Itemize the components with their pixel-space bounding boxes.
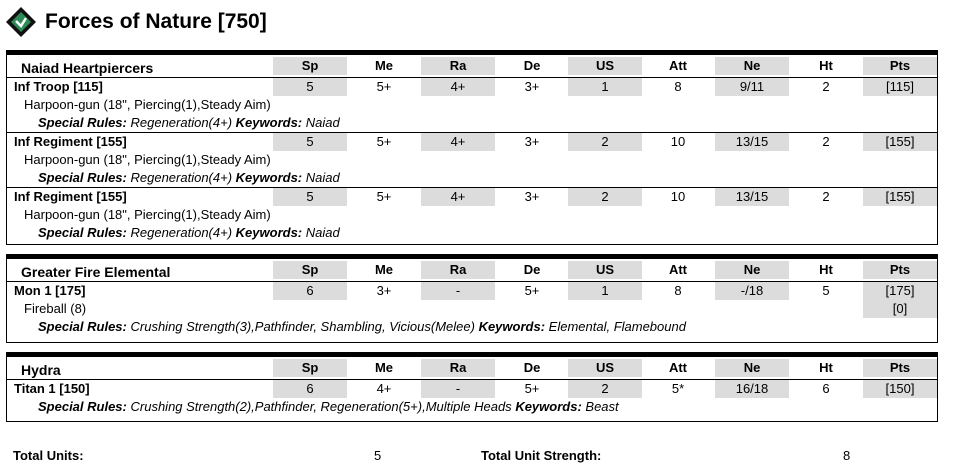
unit-stat-row: [7, 133, 937, 151]
keywords-label: Keywords:: [235, 225, 303, 240]
unit-card-greater-fire-elemental: [6, 254, 938, 343]
special-rules-label: Special Rules:: [38, 399, 127, 414]
stat-us: 2: [568, 188, 642, 206]
army-header: [5, 2, 267, 42]
stat-ne: 9/11: [715, 78, 789, 96]
special-rules-row: [7, 114, 937, 133]
stat-header-sp: Sp: [273, 57, 347, 75]
stat-header-pts: Pts: [863, 359, 937, 377]
stat-header-ne: Ne: [715, 57, 789, 75]
stat-pts: [155]: [863, 133, 937, 151]
stat-pts: [155]: [863, 188, 937, 206]
special-rules: [38, 319, 686, 334]
stat-header-me: Me: [374, 262, 394, 277]
stat-header-pts: Pts: [863, 57, 937, 75]
weapon-row: [7, 96, 937, 114]
special-rules: [38, 115, 340, 130]
keywords-text: Naiad: [305, 115, 340, 130]
stat-header-att: Att: [668, 262, 688, 277]
stat-header-me: Me: [374, 58, 394, 73]
stat-ra: 4+: [421, 133, 495, 151]
stat-att: 10: [670, 189, 686, 204]
keywords-text: Beast: [585, 399, 619, 414]
unit-size-label: Titan 1 [150]: [14, 381, 90, 396]
stat-header-pts: Pts: [863, 261, 937, 279]
stat-ht: 2: [822, 134, 830, 149]
keywords-label: Keywords:: [235, 115, 303, 130]
keywords-label: Keywords:: [235, 170, 303, 185]
stat-ra: 4+: [421, 188, 495, 206]
stat-de: 3+: [524, 79, 540, 94]
total-unit-strength-value: 8: [843, 448, 851, 463]
stat-header-de: De: [523, 262, 541, 277]
special-rules-text: Regeneration(4+): [130, 115, 233, 130]
keywords-text: Naiad: [305, 225, 340, 240]
stat-att: 8: [674, 79, 682, 94]
weapon-row: [7, 206, 937, 224]
stat-header-sp: Sp: [273, 261, 347, 279]
stat-de: 3+: [524, 189, 540, 204]
unit-card-naiad-heartpiercers: [6, 50, 938, 245]
stat-sp: 6: [273, 380, 347, 398]
stat-ne: 13/15: [715, 188, 789, 206]
stat-pts: [115]: [863, 78, 937, 96]
unit-stat-row: [7, 380, 937, 398]
stat-header-ra: Ra: [421, 359, 495, 377]
special-rules-text: Regeneration(4+): [130, 170, 233, 185]
stat-me: 5+: [376, 79, 392, 94]
stat-ne: -/18: [715, 282, 789, 300]
stat-us: 1: [568, 78, 642, 96]
stat-us: 2: [568, 133, 642, 151]
unit-name: Naiad Heartpiercers: [21, 60, 154, 76]
unit-header-row: [7, 57, 937, 78]
stat-header-us: US: [568, 261, 642, 279]
total-units-value: 5: [374, 448, 382, 463]
special-rules-label: Special Rules:: [38, 319, 127, 334]
stat-header-us: US: [568, 57, 642, 75]
stat-att: 8: [674, 283, 682, 298]
stat-sp: 5: [273, 78, 347, 96]
keywords-text: Naiad: [305, 170, 340, 185]
weapon-row: [7, 300, 937, 318]
keywords-label: Keywords:: [478, 319, 546, 334]
stat-de: 3+: [524, 134, 540, 149]
stat-ne: 13/15: [715, 133, 789, 151]
stat-header-ne: Ne: [715, 359, 789, 377]
stat-us: 1: [568, 282, 642, 300]
total-unit-strength-label: Total Unit Strength:: [481, 448, 602, 463]
keywords-label: Keywords:: [515, 399, 582, 414]
stat-header-ht: Ht: [819, 58, 833, 73]
stat-header-sp: Sp: [273, 359, 347, 377]
unit-size-label: Mon 1 [175]: [14, 283, 86, 298]
stat-sp: 6: [273, 282, 347, 300]
keywords-text: Elemental, Flamebound: [548, 319, 686, 334]
special-rules-row: [7, 169, 937, 188]
army-title: Forces of Nature [750]: [45, 10, 267, 33]
unit-name: Hydra: [21, 362, 61, 378]
special-rules-row: [7, 318, 937, 336]
special-rules: [38, 170, 340, 185]
special-rules-row: [7, 398, 937, 416]
stat-de: 5+: [524, 381, 540, 396]
unit-header-row: [7, 359, 937, 380]
special-rules-label: Special Rules:: [38, 115, 127, 130]
weapon-text: Fireball (8): [24, 301, 87, 316]
stat-sp: 5: [273, 133, 347, 151]
unit-size-label: Inf Regiment [155]: [14, 189, 127, 204]
stat-header-att: Att: [668, 58, 688, 73]
stat-ht: 5: [822, 283, 830, 298]
weapon-text: Harpoon-gun (18", Piercing(1),Steady Aim): [24, 97, 271, 112]
stat-ra: -: [421, 380, 495, 398]
special-rules: [38, 225, 340, 240]
stat-header-ra: Ra: [421, 261, 495, 279]
stat-ra: -: [421, 282, 495, 300]
special-rules-text: Regeneration(4+): [130, 225, 233, 240]
stat-header-att: Att: [668, 360, 688, 375]
unit-name: Greater Fire Elemental: [21, 264, 171, 280]
stat-header-ht: Ht: [819, 262, 833, 277]
stat-ht: 2: [822, 79, 830, 94]
weapon-row: [7, 151, 937, 169]
stat-att: 10: [670, 134, 686, 149]
special-rules-text: Crushing Strength(2),Pathfinder, Regeneration(5+),Multiple Heads: [130, 399, 512, 414]
special-rules-text: Crushing Strength(3),Pathfinder, Shambling, Vicious(Melee): [130, 319, 475, 334]
stat-att: 5*: [671, 381, 685, 396]
green-diamond-logo-icon: [5, 6, 37, 38]
unit-stat-row: [7, 282, 937, 300]
stat-header-ra: Ra: [421, 57, 495, 75]
stat-header-de: De: [523, 360, 541, 375]
stat-pts: [175]: [863, 282, 937, 300]
special-rules-label: Special Rules:: [38, 225, 127, 240]
weapon-pts: [0]: [863, 300, 937, 318]
stat-me: 5+: [376, 134, 392, 149]
stat-me: 4+: [376, 381, 392, 396]
stat-us: 2: [568, 380, 642, 398]
stat-header-us: US: [568, 359, 642, 377]
stat-sp: 5: [273, 188, 347, 206]
stat-ra: 4+: [421, 78, 495, 96]
unit-size-label: Inf Troop [115]: [14, 79, 103, 94]
stat-de: 5+: [524, 283, 540, 298]
stat-pts: [150]: [863, 380, 937, 398]
stat-header-de: De: [523, 58, 541, 73]
special-rules: [38, 399, 619, 414]
stat-ht: 2: [822, 189, 830, 204]
stat-header-ht: Ht: [819, 360, 833, 375]
stat-me: 5+: [376, 189, 392, 204]
stat-me: 3+: [376, 283, 392, 298]
stat-ht: 6: [822, 381, 830, 396]
unit-header-row: [7, 261, 937, 282]
unit-size-label: Inf Regiment [155]: [14, 134, 127, 149]
weapon-text: Harpoon-gun (18", Piercing(1),Steady Aim): [24, 207, 271, 222]
stat-header-me: Me: [374, 360, 394, 375]
unit-stat-row: [7, 188, 937, 206]
unit-card-hydra: [6, 352, 938, 422]
weapon-text: Harpoon-gun (18", Piercing(1),Steady Aim): [24, 152, 271, 167]
special-rules-label: Special Rules:: [38, 170, 127, 185]
stat-header-ne: Ne: [715, 261, 789, 279]
special-rules-row: [7, 224, 937, 242]
total-units-label: Total Units:: [13, 448, 84, 463]
unit-stat-row: [7, 78, 937, 96]
stat-ne: 16/18: [715, 380, 789, 398]
